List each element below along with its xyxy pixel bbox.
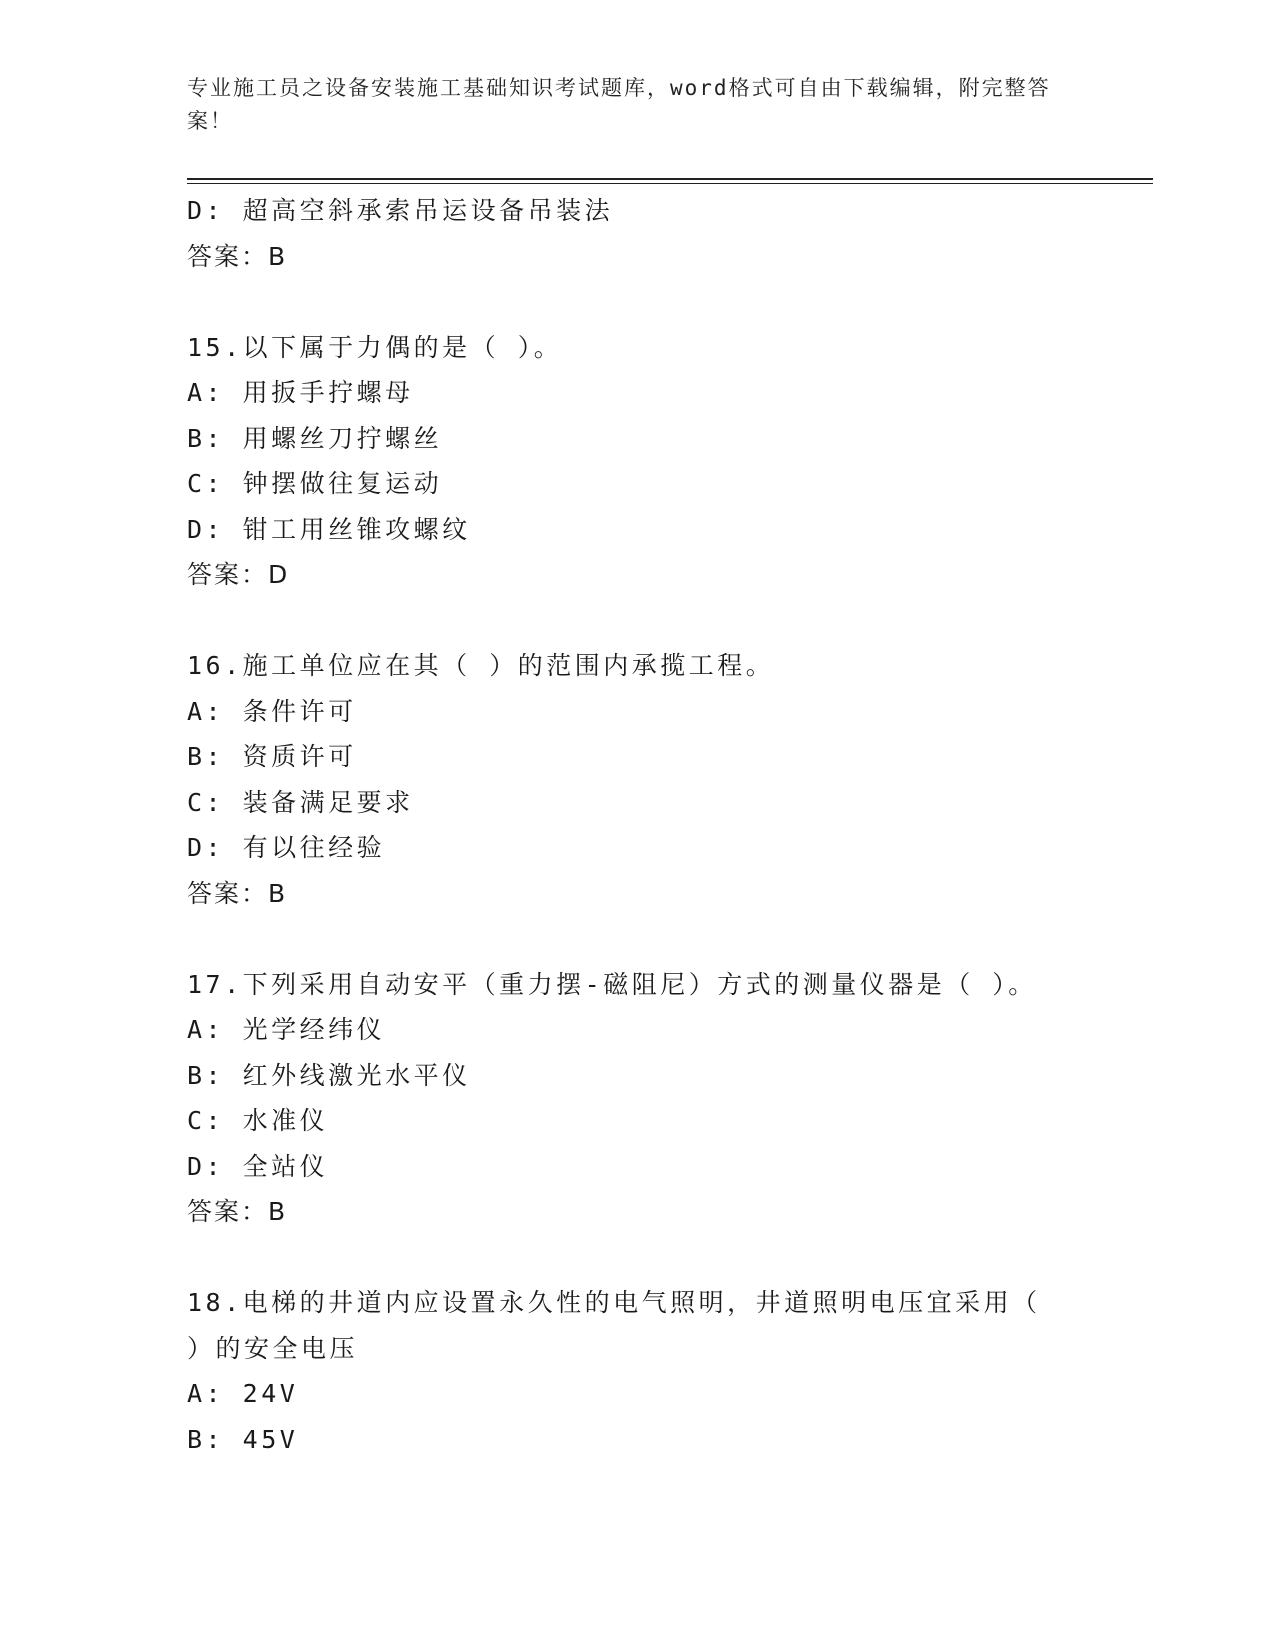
option-c: C: 钟摆做往复运动 [187,469,443,498]
option-d: D: 钳工用丝锥攻螺纹 [187,514,471,544]
header-rule-thin [187,183,1153,184]
option-a: A: 条件许可 [187,696,357,726]
question-18 [187,1280,1137,1462]
document-header: 专业施工员之设备安装施工基础知识考试题库，word格式可自由下载编辑，附完整答案！ [187,76,1051,133]
option-b: B: 红外线激光水平仪 [187,1060,471,1090]
question-15 [187,325,1137,598]
question-list [187,188,1137,1462]
option-d: D: 全站仪 [187,1151,329,1181]
spacer [187,916,1137,962]
answer: 答案：D [187,560,290,589]
option-d: D: 有以往经验 [187,833,386,862]
option-c: C: 水准仪 [187,1106,329,1135]
option-a: A: 光学经纬仪 [187,1015,386,1044]
answer: 答案：B [187,878,288,908]
question-16 [187,643,1137,916]
question-stem: 15.以下属于力偶的是（ ）。 [187,332,563,362]
option-b: B: 用螺丝刀拧螺丝 [187,423,443,453]
option-b: B: 资质许可 [187,742,357,771]
spacer [187,1235,1137,1281]
option-c: C: 装备满足要求 [187,787,414,817]
spacer [187,279,1137,325]
question-stem: 16.施工单位应在其（ ）的范围内承揽工程。 [187,651,775,680]
option-d: D: 超高空斜承索吊运设备吊装法 [187,196,614,225]
question-stem: 17.下列采用自动安平（重力摆-磁阻尼）方式的测量仪器是（ ）。 [187,969,1037,999]
answer: 答案：B [187,241,288,271]
question-17 [187,962,1137,1235]
header-rule-thick [187,178,1153,180]
option-a: A: 24V [187,1379,299,1408]
answer: 答案：B [187,1197,288,1226]
option-b: B: 45V [187,1424,299,1454]
question-stem: 18.电梯的井道内应设置永久性的电气照明，井道照明电压宜采用（ ）的安全电压 [187,1288,1041,1363]
option-a: A: 用扳手拧螺母 [187,378,414,407]
spacer [187,598,1137,644]
